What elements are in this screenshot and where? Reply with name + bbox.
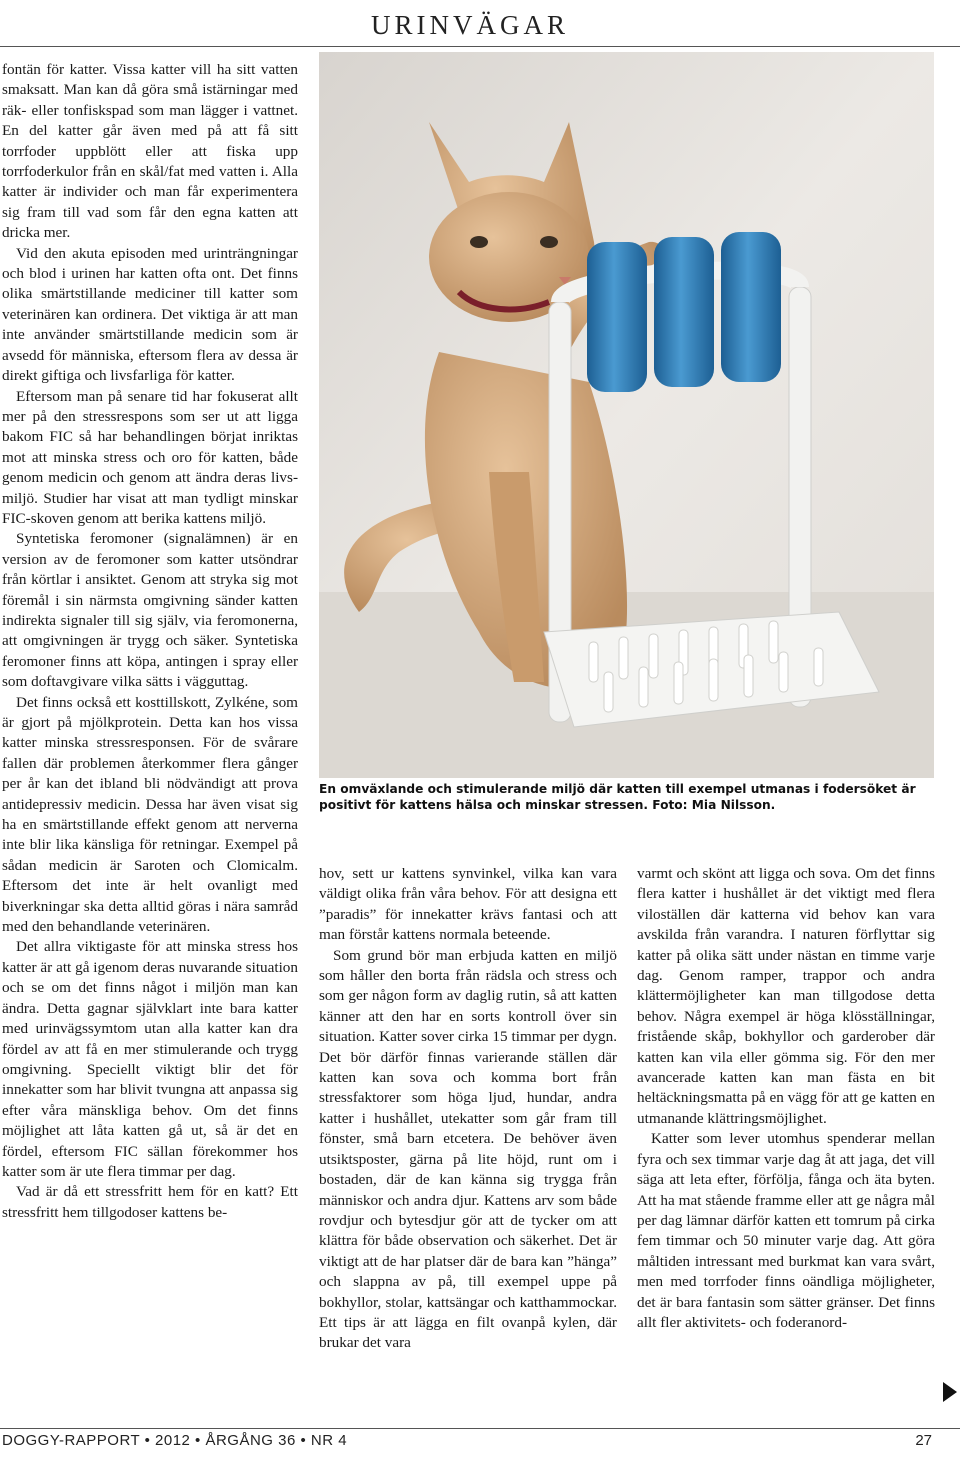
paragraph: Det allra viktigaste för att minska stress hos katter är att gå igenom deras nuvarande situation och se om det finns något i miljön man kan ändra. Detta gagnar självklart inte bara katter med urinvägssymtom utan alla katter kan dra fördel av att få en mer stimulerande och trygg omgivning. Speciellt viktigt blir det för innekatter som har blivit tvungna att anpassa sig efter våra mänskliga behov. Om det finns möjlighet att låta katten gå ut, så är det en fördel, eftersom FIC sällan förekommer hos katter som är ute flera timmar per dag. — [2, 938, 298, 1180]
header-divider — [0, 46, 960, 47]
cat-eye-right — [540, 236, 558, 248]
paragraph: Vad är då ett stressfritt hem för en katt? Ett stressfritt hem tillgodoser kattens be- — [2, 1183, 298, 1221]
feeder-tube-2 — [654, 237, 714, 387]
right-column — [637, 864, 935, 1333]
paragraph: Katter som lever utomhus spenderar mellan fyra och sex timmar varje dag åt att jaga, det vill säga att leta efter, förfölja, fånga och äta byten. Att ha mat stående framme eller att ge några mål per dag lämnar därför katten ett tomrum på cirka fem timmar och 50 minuter varje dag. Att göra måltiden intressant med burkmat kan vara svårt, men med torrfoder finns oändliga möjligheter, det är bara fantasin som sätter gränser. Det finns allt fler aktivitets- och foderanord- — [637, 1130, 935, 1331]
paragraph: Som grund bör man erbjuda katten en miljö som håller den borta från rädsla och stress och som ger någon form av daglig rutin, så att katten känner att den har en sorts kontroll över sin situation. Katter sover cirka 15 timmar per dygn. Det bör därför finnas varierande ställen där katten kan sova och komma bort från stressfaktorer som höga ljud, hundar, andra katter i hushållet, utekatter som går fram till fönster, små barn etcetera. De behöver även utsiktsposter, gärna på lite höjd, runt om i bostaden, där de kan känna sig trygga från människor och andra djur. Kattens arv som både rovdjur och bytesdjur gör att de tycker om att klättra för både observation och säkerhet. Det är viktigt att de har platser där de bara kan ”hänga” och slappna av på, till exempel uppe på bokhyllor, stolar, kattsängar och katthammockar. Ett tips är att lägga en filt ovanpå kylen, där brukar det vara — [319, 946, 617, 1352]
paragraph: Det finns också ett kosttillskott, Zylkéne, som är gjort på mjölkprotein. Detta kan hos vissa katter minska stressresponsen. För de svårare fallen där problemen återkommer flera gånger per år kan det ibland bli nödvändigt att prova antidepressiv medicin. Dessa har även visat sig ha en smärtstillande effekt genom att nerverna inte blir lika känsliga för retningar. Exempel på sådan medicin är Saroten och Clomicalm. Eftersom det inte är helt ovanligt med biverkningar ska detta alltid göras i nära samråd med den behandlande veterinären. — [2, 693, 298, 936]
feeder-tube-1 — [587, 242, 647, 392]
photo-caption: En omväxlande och stimulerande miljö där katten till exempel utmanas i fodersöket är positivt för kattens hälsa och minskar stressen. Foto: Mia Nilsson. — [319, 782, 916, 812]
page-number: 27 — [915, 1432, 932, 1449]
publication-footer: DOGGY-RAPPORT • 2012 • ÅRGÅNG 36 • NR 4 — [2, 1432, 348, 1449]
paragraph: Vid den akuta episoden med urinträngningar och blod i urinen har katten ofta ont. Det finns olika smärtstillande mediciner till katter som veterinären kan ordinera. Det viktiga är att man inte använder smärtstillande medicin som är avsedd för människa, eftersom flera av dessa är direkt giftiga och livsfarliga för katter. — [2, 244, 298, 385]
paragraph: fontän för katter. Vissa katter vill ha sitt vatten smaksatt. Man kan då göra små istärningar med räk- eller tonfiskspad som man lägger i vattnet. En del katter går även med på att få sitt torrfoder uppblött eller att fiska upp torrfoderkulor från en skål/fat med vatten i. Alla katter är individer och man får experimentera sig fram till vad som får den egna katten att dricka mer. — [2, 61, 298, 242]
footer-divider — [0, 1428, 960, 1429]
cat-photo — [319, 52, 934, 778]
section-title: URINVÄGAR — [371, 10, 569, 40]
middle-column — [319, 864, 617, 1354]
paragraph: hov, sett ur kattens synvinkel, vilka kan vara väldigt olika från våra behov. För att designa ett ”paradis” för innekatter krävs fantasi och att man förstår kattens normala beteende. — [319, 865, 617, 944]
paragraph: Eftersom man på senare tid har fokuserat allt mer på den stressrespons som ser ut att ligga bakom FIC så har behandlingen börjat inriktas mot att minska stress och oro för katten, både genom medicin och genom att ändra deras livsmiljö. Studier har visat att man tydligt minskar FIC-skoven genom att berika kattens miljö. — [2, 387, 298, 527]
cat-eye-left — [470, 236, 488, 248]
feeder-tube-3 — [721, 232, 781, 382]
cat-with-feeding-toy-illustration — [319, 52, 934, 778]
paragraph: Syntetiska feromoner (signalämnen) är en version av de feromoner som katter utsöndrar från körtlar i ansiktet. Genom att stryka sig mot föremål i sin närmsta omgivning sänder katten indirekta signaler till sig själv, via feromonerna, att omgivningen är trygg och säker. Syntetiska feromoner finns att köpa, antingen i spray eller som doftavgivare vilka sätts i vägguttag. — [2, 530, 298, 691]
paragraph: varmt och skönt att ligga och sova. Om det finns flera katter i hushållet är det viktigt med flera viloställen där katterna vid behov kan vara avskilda från varandra. I naturen förflyttar sig katter på olika sätt under nästan en timme varje dag. Genom ramper, trappor och andra klättermöjligheter kan man tillgodose detta behov. Några exempel är höga klösställningar, fristående skåp, bokhyllor och garderober där katten kan vila eller gömma sig. För den mer avancerade katten kan man fästa en bit heltäckningsmatta på en vägg för att ge katten en utmanande klättringsmöjlighet. — [637, 865, 935, 1127]
left-column — [2, 60, 298, 1223]
continue-arrow-icon — [943, 1382, 957, 1402]
